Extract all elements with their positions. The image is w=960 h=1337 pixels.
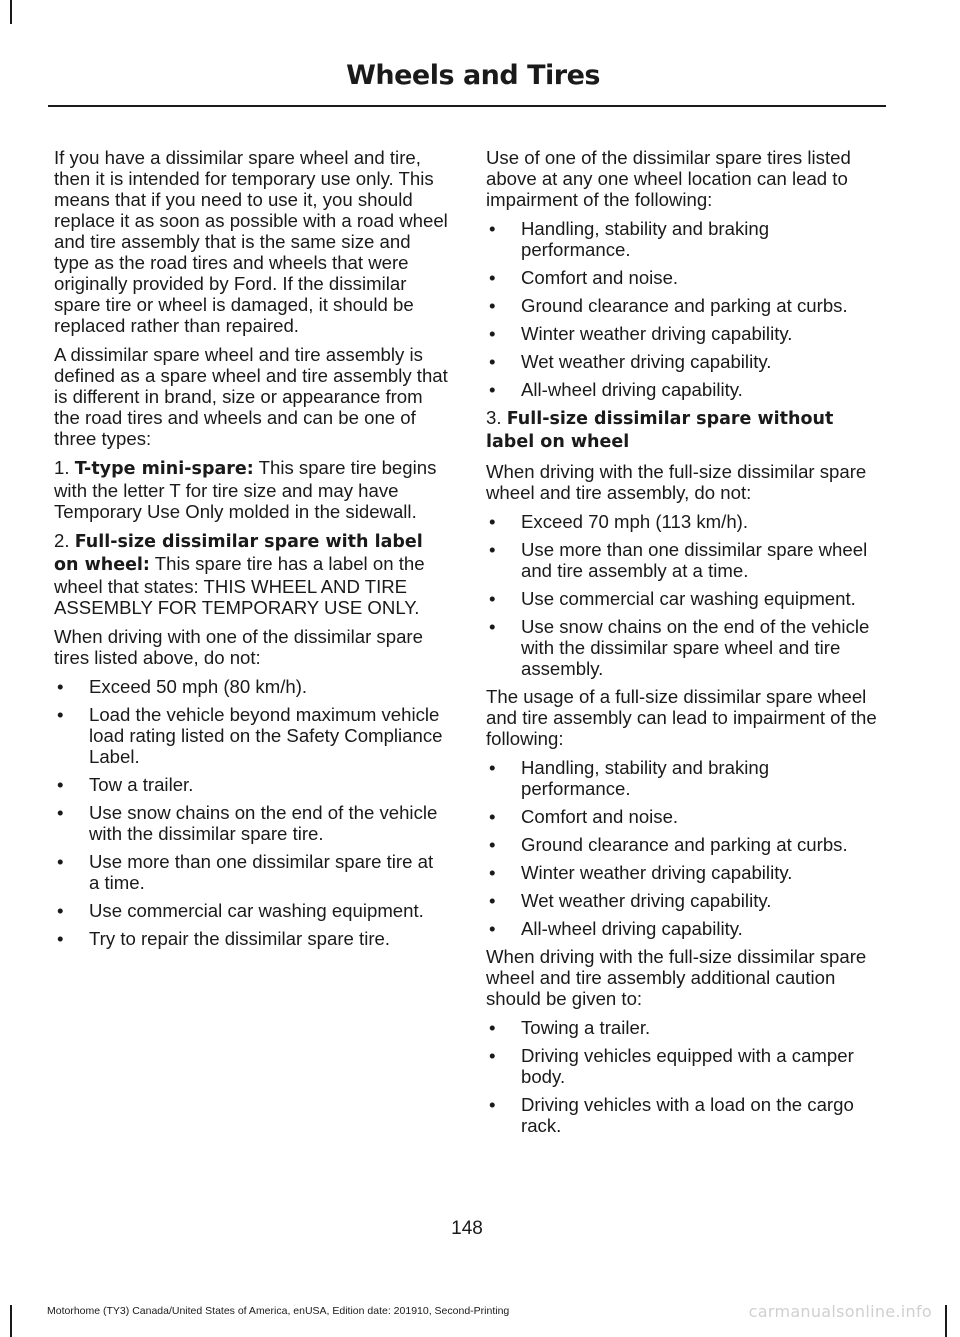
bullet-marker: • <box>489 511 496 532</box>
page-number: 148 <box>451 1218 483 1239</box>
bullet-marker: • <box>489 218 496 239</box>
bullet-marker: • <box>57 774 64 795</box>
bullet-marker: • <box>489 806 496 827</box>
bullet-marker: • <box>57 676 64 697</box>
bullet-marker: • <box>489 834 496 855</box>
bullet-marker: • <box>489 588 496 609</box>
type-1-title: T-type mini-spare: <box>74 459 254 479</box>
list-item: • Towing a trailer. <box>489 1017 651 1038</box>
type-2-text: This spare tire has a label on the wheel that states: THIS WHEEL AND TIRE ASSEMBLY FOR TEMPORARY USE ONLY. <box>54 553 425 618</box>
definition-paragraph: A dissimilar spare wheel and tire assembly is defined as a spare wheel and tire assembly that is different in brand, size or appearance from the road tires and wheels and can be one of three types: <box>54 344 448 449</box>
bullet-marker: • <box>489 323 496 344</box>
type-1-text: This spare tire begins with the letter T for tire size and may have Temporary Use Only molded in the sidewall. <box>54 457 437 522</box>
list-item: • Wet weather driving capability. <box>489 351 772 372</box>
intro-paragraph: If you have a dissimilar spare wheel and tire, then it is intended for temporary use only. This means that if you need to use it, you should replace it as soon as possible with a road wheel and tire assembly that is the same size and type as the road tires and wheels that were originally provided by Ford. If the dissimilar spare tire or wheel is damaged, it should be replaced rather than repaired. <box>54 147 448 336</box>
list-item: • Driving vehicles with a load on the cargo rack. <box>489 1094 854 1136</box>
impairment-list <box>486 218 882 400</box>
full-size-restrictions-intro: When driving with the full-size dissimilar spare wheel and tire assembly, do not: <box>486 461 867 503</box>
watermark: carmanualsonline.info <box>748 1302 932 1321</box>
left-column <box>54 147 448 956</box>
crop-mark-bottom-right <box>945 1305 947 1337</box>
list-item: • All-wheel driving capability. <box>489 918 743 939</box>
bullet-marker: • <box>489 1094 496 1115</box>
caution-list <box>486 1017 882 1136</box>
type-1-number: 1. <box>54 457 70 478</box>
list-item: • All-wheel driving capability. <box>489 379 743 400</box>
type-3-paragraph <box>486 407 882 453</box>
caution-intro: When driving with the full-size dissimilar spare wheel and tire assembly additional caution should be given to: <box>486 946 867 1009</box>
list-item: • Use commercial car washing equipment. <box>489 588 856 609</box>
list-item: • Exceed 50 mph (80 km/h). <box>57 676 308 697</box>
type-3-number: 3. <box>486 407 502 428</box>
list-item: • Use more than one dissimilar spare wheel and tire assembly at a time. <box>489 539 868 581</box>
bullet-marker: • <box>489 295 496 316</box>
list-item: • Winter weather driving capability. <box>489 323 793 344</box>
bullet-marker: • <box>489 1045 496 1066</box>
bullet-marker: • <box>489 862 496 883</box>
list-item: • Tow a trailer. <box>57 774 194 795</box>
bullet-marker: • <box>489 616 496 637</box>
list-item: • Comfort and noise. <box>489 267 679 288</box>
full-size-impairment-list <box>486 757 882 939</box>
list-item: • Handling, stability and braking performance. <box>489 757 770 799</box>
crop-mark-top-left <box>10 0 12 24</box>
bullet-marker: • <box>57 900 64 921</box>
header-divider <box>48 105 886 107</box>
list-item: • Ground clearance and parking at curbs. <box>489 295 848 316</box>
bullet-marker: • <box>489 918 496 939</box>
crop-mark-bottom-left <box>10 1305 12 1337</box>
full-size-impairment-intro: The usage of a full-size dissimilar spare wheel and tire assembly can lead to impairment of the following: <box>486 686 877 749</box>
list-item: • Try to repair the dissimilar spare tire. <box>57 928 391 949</box>
list-item: • Ground clearance and parking at curbs. <box>489 834 848 855</box>
bullet-marker: • <box>489 539 496 560</box>
type-3-title: Full-size dissimilar spare without label on wheel <box>486 409 834 452</box>
list-item: • Handling, stability and braking performance. <box>489 218 770 260</box>
bullet-marker: • <box>57 851 64 872</box>
type-1-paragraph <box>54 457 448 522</box>
list-item: • Use snow chains on the end of the vehicle with the dissimilar spare tire. <box>57 802 438 844</box>
type-2-number: 2. <box>54 530 70 551</box>
list-item: • Wet weather driving capability. <box>489 890 772 911</box>
impairment-intro: Use of one of the dissimilar spare tires listed above at any one wheel location can lead to impairment of the following: <box>486 147 851 210</box>
list-item: • Use snow chains on the end of the vehicle with the dissimilar spare wheel and tire assembly. <box>489 616 870 679</box>
bullet-marker: • <box>489 267 496 288</box>
bullet-marker: • <box>489 1017 496 1038</box>
list-item: • Exceed 70 mph (113 km/h). <box>489 511 749 532</box>
list-item: • Use more than one dissimilar spare tire at a time. <box>57 851 434 893</box>
full-size-restrictions-list <box>486 511 882 679</box>
footer-edition-info: Motorhome (TY3) Canada/United States of America, enUSA, Edition date: 201910, Second-Printing <box>47 1305 510 1317</box>
type-2-title: Full-size dissimilar spare with label on wheel: <box>54 532 423 575</box>
list-item: • Driving vehicles equipped with a camper body. <box>489 1045 854 1087</box>
restrictions-intro: When driving with one of the dissimilar spare tires listed above, do not: <box>54 626 423 668</box>
page-title: Wheels and Tires <box>346 60 600 91</box>
bullet-marker: • <box>57 802 64 823</box>
list-item: • Winter weather driving capability. <box>489 862 793 883</box>
list-item: • Comfort and noise. <box>489 806 679 827</box>
type-2-paragraph <box>54 530 448 618</box>
restrictions-list <box>54 676 448 949</box>
list-item: • Load the vehicle beyond maximum vehicle load rating listed on the Safety Compliance Label. <box>57 704 443 767</box>
list-item: • Use commercial car washing equipment. <box>57 900 424 921</box>
bullet-marker: • <box>489 351 496 372</box>
bullet-marker: • <box>489 379 496 400</box>
right-column <box>486 147 882 1143</box>
bullet-marker: • <box>57 704 64 725</box>
bullet-marker: • <box>489 890 496 911</box>
bullet-marker: • <box>489 757 496 778</box>
bullet-marker: • <box>57 928 64 949</box>
